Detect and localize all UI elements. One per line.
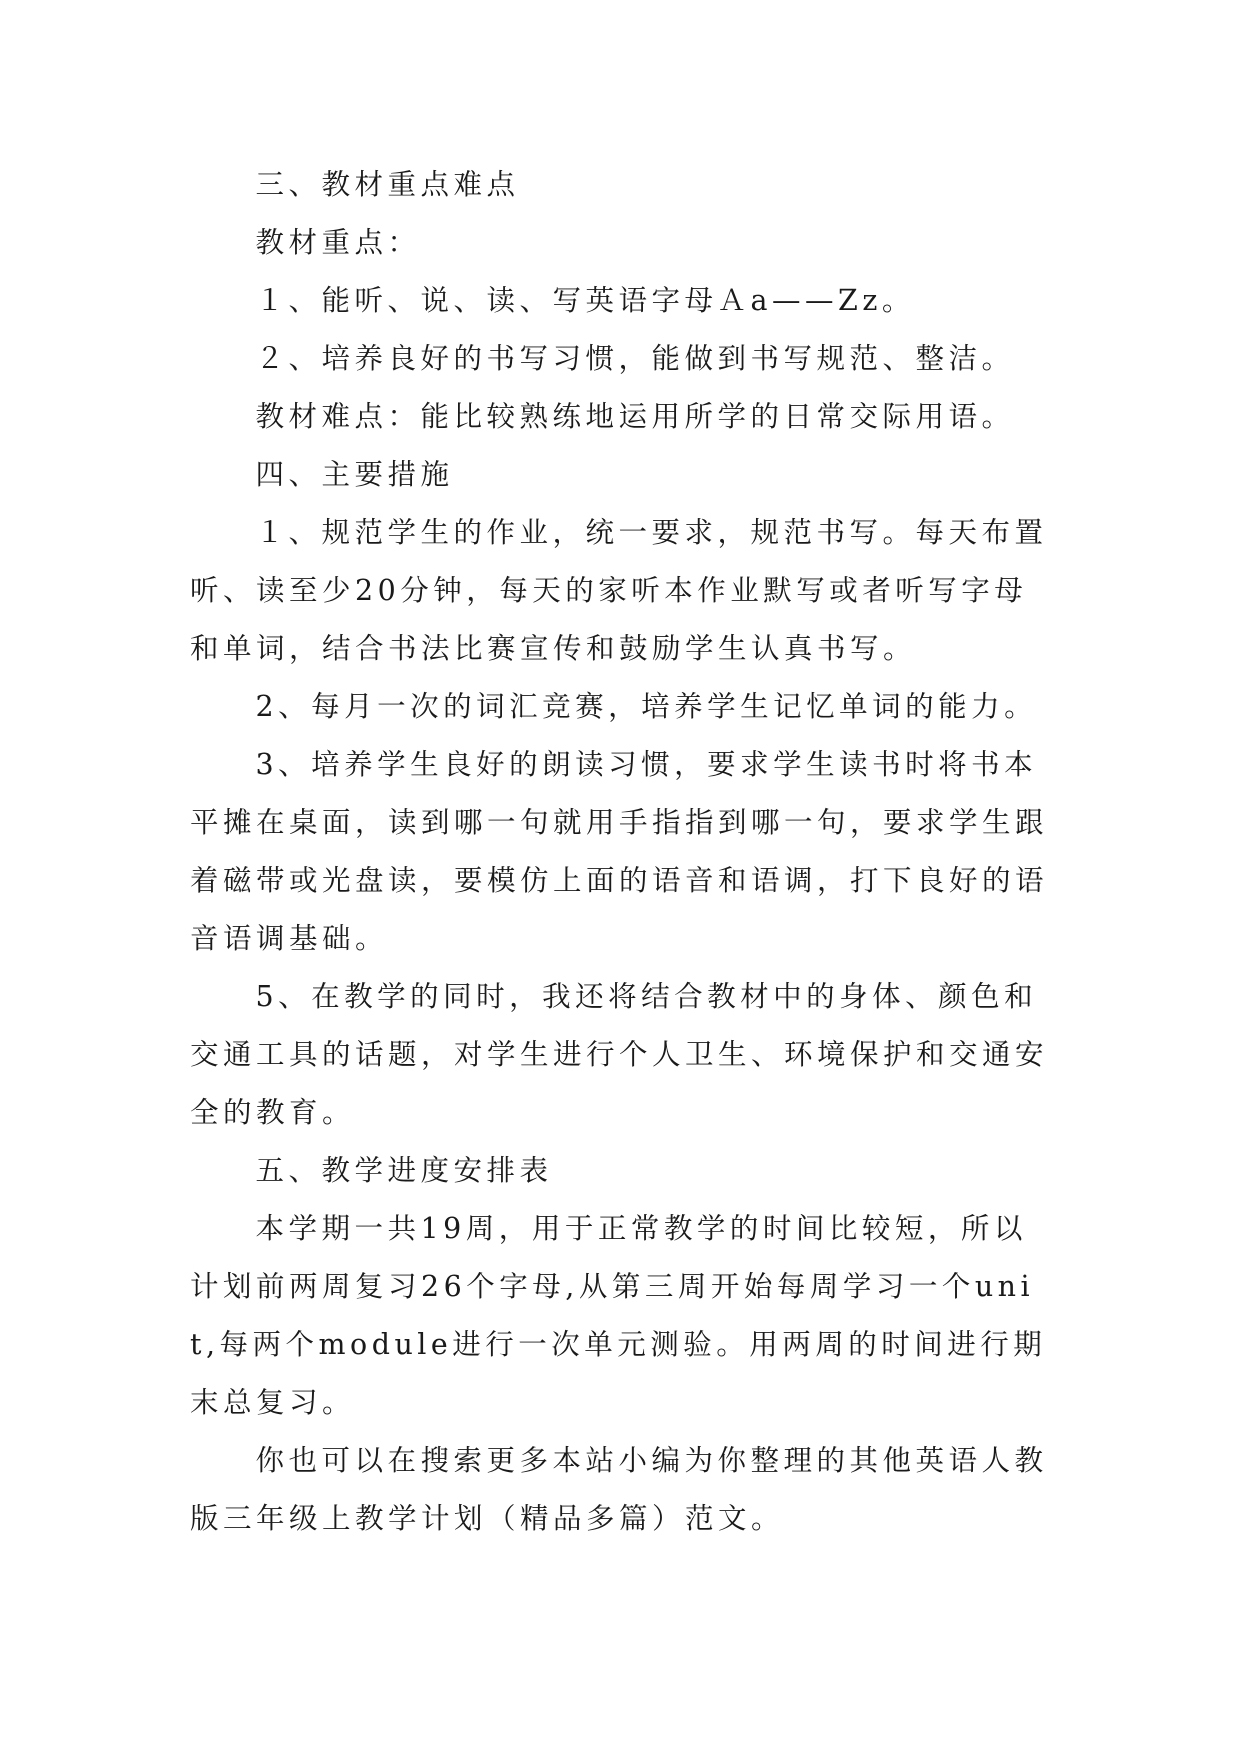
subheading-key-points: 教材重点： xyxy=(255,226,421,259)
measure-1: １、规范学生的作业，统一要求，规范书写。每天布置听、读至少20分钟，每天的家听本作业默写或者听写字母和单词，结合书法比赛宣传和鼓励学生认真书写。 xyxy=(190,516,1048,665)
document-body xyxy=(190,156,1052,1548)
schedule-paragraph: 本学期一共19周，用于正常教学的时间比较短，所以计划前两周复习26个字母,从第三周开始每周学习一个unit,每两个module进行一次单元测验。用两周的时间进行期末总复习。 xyxy=(190,1212,1047,1419)
key-point-1: １、能听、说、读、写英语字母Ａa——Zz。 xyxy=(255,284,915,317)
measure-3: 3、培养学生良好的朗读习惯，要求学生读书时将书本平摊在桌面，读到哪一句就用手指指到哪一句，要求学生跟着磁带或光盘读，要模仿上面的语音和语调，打下良好的语音语调基础。 xyxy=(190,748,1049,955)
difficult-point: 教材难点：能比较熟练地运用所学的日常交际用语。 xyxy=(255,400,1015,433)
key-point-2: ２、培养良好的书写习惯，能做到书写规范、整洁。 xyxy=(255,342,1015,375)
closing-paragraph: 你也可以在搜索更多本站小编为你整理的其他英语人教版三年级上教学计划（精品多篇）范文。 xyxy=(190,1444,1048,1535)
section-heading-schedule: 五、教学进度安排表 xyxy=(255,1154,553,1187)
section-heading-key-points: 三、教材重点难点 xyxy=(255,168,520,201)
section-heading-measures: 四、主要措施 xyxy=(255,458,454,491)
measure-5: 5、在教学的同时，我还将结合教材中的身体、颜色和交通工具的话题，对学生进行个人卫生、环境保护和交通安全的教育。 xyxy=(190,980,1049,1129)
measure-2: 2、每月一次的词汇竞赛，培养学生记忆单词的能力。 xyxy=(255,690,1038,723)
